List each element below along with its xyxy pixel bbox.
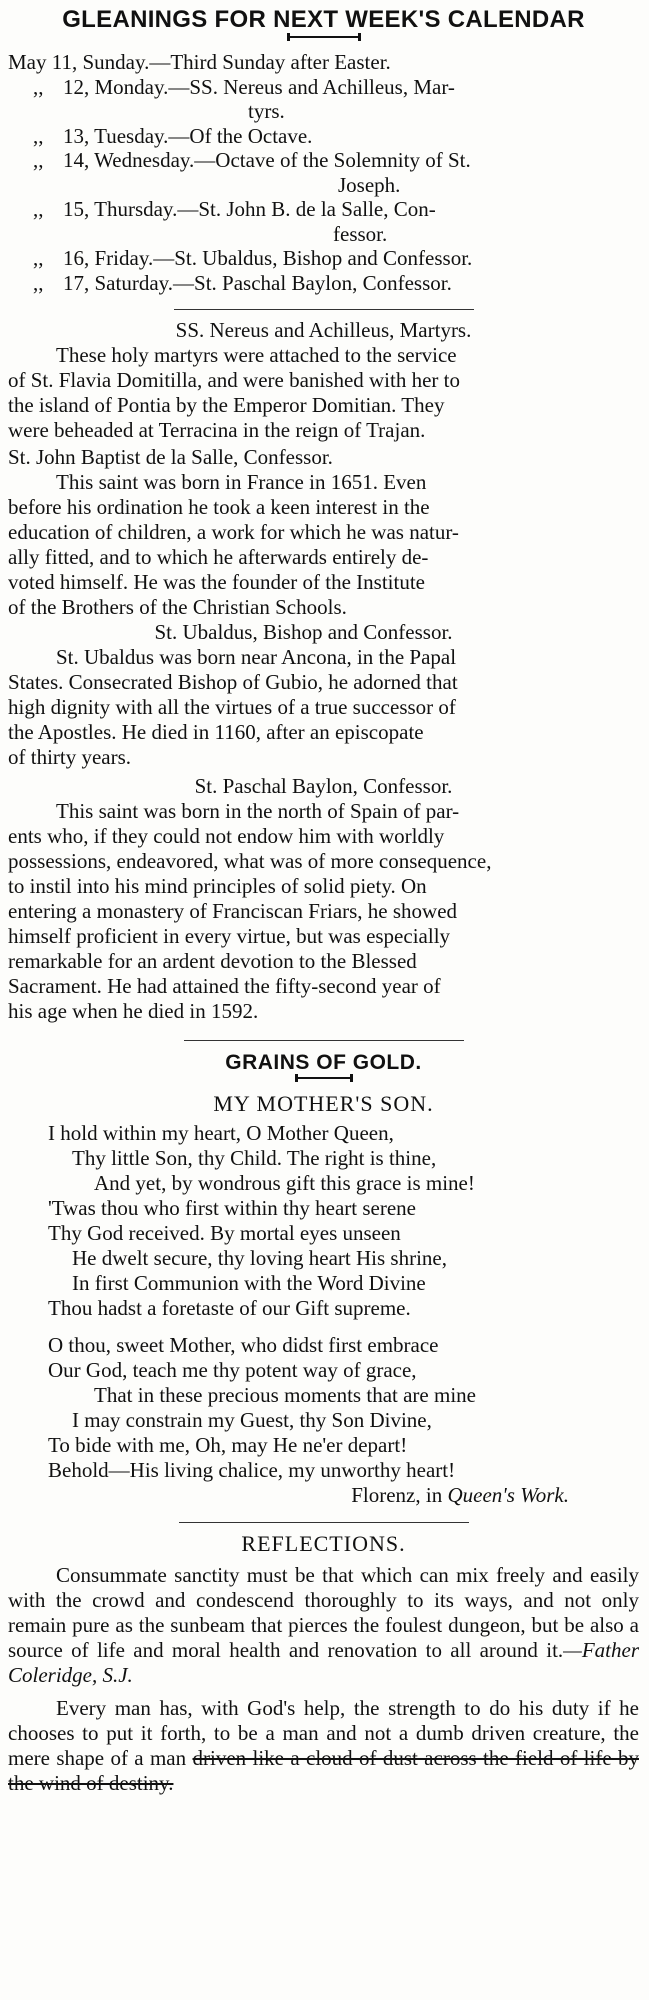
poem-line: That in these precious moments that are mine — [94, 1383, 476, 1407]
saint-line: ally fitted, and to which he afterwards entirely de- — [8, 545, 429, 569]
signature-author: Florenz, in — [351, 1483, 443, 1507]
poem-line: Behold—His living chalice, my unworthy heart! — [48, 1458, 456, 1482]
calendar-continuation: Joseph. — [338, 172, 401, 197]
poem-line: 'Twas thou who first within thy heart serene — [48, 1196, 416, 1220]
saint-line: high dignity with all the virtues of a true successor of — [8, 695, 456, 719]
saint-line: possessions, endeavored, what was of more consequence, — [8, 849, 492, 873]
saint-line: This saint was born in France in 1651. Even — [56, 470, 427, 494]
saint-body — [8, 799, 639, 1024]
newspaper-column — [0, 6, 649, 2000]
calendar-text: 13, Tuesday.—Of the Octave. — [63, 123, 313, 148]
calendar-text: 17, Saturday.—St. Paschal Baylon, Confessor. — [63, 270, 452, 295]
poem-line: He dwelt secure, thy loving heart His shrine, — [72, 1246, 447, 1270]
calendar-date: May 11, — [8, 50, 78, 74]
reflection-text: Every man has, with God's help, the strength to do his duty if he chooses to put it forth, to be a man and not a dumb driven creature, the mere shape of a man — [8, 1696, 639, 1770]
saint-title: St. Paschal Baylon, Confessor. — [194, 774, 453, 798]
calendar-entry — [8, 124, 639, 149]
saint-line: of the Brothers of the Christian Schools. — [8, 595, 347, 619]
poem-line: To bide with me, Oh, may He ne'er depart! — [48, 1433, 408, 1457]
signature-source: Queen's Work. — [447, 1483, 569, 1507]
saint-line: the island of Pontia by the Emperor Domitian. They — [8, 393, 445, 417]
saint-line: before his ordination he took a keen interest in the — [8, 495, 430, 519]
saint-line: St. Ubaldus was born near Ancona, in the Papal — [56, 645, 457, 669]
reflection-text: Consummate sanctity must be that which can mix freely and easily with the crowd and condescend thoroughly to its ways, and not only remain pure as the sunbeam that pierces the foulest dungeon, but be also a source of life and moral health and renovation to all around it. — [8, 1563, 639, 1662]
saint-line: education of children, a work for which he was natur- — [8, 520, 459, 544]
calendar-continuation: fessor. — [333, 221, 388, 246]
saint-line: were beheaded at Terracina in the reign of Trajan. — [8, 418, 426, 442]
saint-line: of thirty years. — [8, 745, 132, 769]
saint-body — [8, 470, 639, 620]
saint-title: St. John Baptist de la Salle, Confessor. — [8, 445, 333, 469]
section-divider — [179, 1522, 469, 1523]
calendar-text: 16, Friday.—St. Ubaldus, Bishop and Confessor. — [63, 246, 473, 270]
calendar-text: 15, Thursday.—St. John B. de la Salle, Con- — [63, 197, 436, 221]
saint-line: the Apostles. He died in 1160, after an episcopate — [8, 720, 424, 744]
calendar-entry — [8, 246, 639, 271]
calendar-entry — [8, 50, 639, 75]
saint-line: ents who, if they could not endow him with worldly — [8, 824, 445, 848]
poem-line: And yet, by wondrous gift this grace is mine! — [94, 1171, 475, 1195]
saint-title: SS. Nereus and Achilleus, Martyrs. — [175, 318, 472, 342]
calendar-ditto: ,, — [33, 74, 44, 99]
grains-heading: GRAINS OF GOLD. — [225, 1051, 422, 1074]
saint-body — [8, 645, 639, 770]
saint-line: This saint was born in the north of Spain of par- — [56, 799, 460, 823]
calendar-heading: GLEANINGS FOR NEXT WEEK'S CALENDAR — [62, 6, 585, 33]
reflection-attribution: —Father Coleridge, S.J. — [8, 1638, 639, 1687]
calendar-entry — [8, 148, 639, 173]
saint-line: entering a monastery of Franciscan Friars, he showed — [8, 899, 458, 923]
poem-line: In first Communion with the Word Divine — [72, 1271, 426, 1295]
calendar-ditto: ,, — [33, 197, 44, 221]
section-divider — [174, 309, 474, 310]
calendar-text: 14, Wednesday.—Octave of the Solemnity of St. — [63, 148, 471, 172]
calendar-entry — [8, 271, 639, 296]
calendar-ditto: ,, — [33, 246, 44, 270]
reflections-paragraph — [8, 1696, 639, 1796]
saint-line: of St. Flavia Domitilla, and were banished with her to — [8, 368, 460, 392]
poem-signature — [8, 1483, 639, 1508]
poem-line: Thy God received. By mortal eyes unseen — [48, 1221, 401, 1245]
reflections-title: REFLECTIONS. — [241, 1531, 406, 1556]
poem-line: O thou, sweet Mother, who didst first embrace — [48, 1333, 439, 1357]
poem-stanza — [48, 1121, 639, 1321]
saint-line: his age when he died in 1592. — [8, 999, 259, 1023]
heading-rule — [295, 1077, 353, 1083]
poem-line: I hold within my heart, O Mother Queen, — [48, 1121, 394, 1145]
section-divider — [184, 1040, 464, 1041]
calendar-text: 12, Monday.—SS. Nereus and Achilleus, Mar- — [63, 74, 455, 99]
reflections-paragraph — [8, 1563, 639, 1688]
heading-rule — [287, 36, 361, 42]
poem-title: MY MOTHER'S SON. — [213, 1091, 434, 1116]
calendar-ditto: ,, — [33, 148, 44, 172]
saint-line: voted himself. He was the founder of the Institute — [8, 570, 425, 594]
poem-line: Thou hadst a foretaste of our Gift supreme. — [48, 1296, 411, 1320]
calendar-continuation: tyrs. — [248, 99, 285, 123]
saint-line: Sacrament. He had attained the fifty-second year of — [8, 974, 441, 998]
poem-stanza — [48, 1333, 639, 1483]
reflection-text-struck: driven like a cloud of dust across the field of life by the wind of destiny. — [8, 1746, 639, 1795]
saint-line: These holy martyrs were attached to the service — [56, 343, 457, 367]
calendar-ditto: ,, — [33, 123, 44, 148]
calendar-text: Sunday.—Third Sunday after Easter. — [82, 50, 391, 74]
poem-line: Thy little Son, thy Child. The right is thine, — [72, 1146, 437, 1170]
poem-line: I may constrain my Guest, thy Son Divine, — [72, 1408, 432, 1432]
saint-line: States. Consecrated Bishop of Gubio, he adorned that — [8, 670, 458, 694]
poem-line: Our God, teach me thy potent way of grace, — [48, 1358, 417, 1382]
calendar-list — [8, 50, 639, 295]
saint-line: to instil into his mind principles of solid piety. On — [8, 874, 427, 898]
saint-line: remarkable for an ardent devotion to the Blessed — [8, 949, 417, 973]
calendar-entry — [8, 75, 639, 100]
calendar-ditto: ,, — [33, 270, 44, 295]
saint-line: himself proficient in every virtue, but was especially — [8, 924, 451, 948]
saint-title: St. Ubaldus, Bishop and Confessor. — [154, 620, 453, 644]
saint-body — [8, 343, 639, 443]
calendar-entry — [8, 197, 639, 222]
